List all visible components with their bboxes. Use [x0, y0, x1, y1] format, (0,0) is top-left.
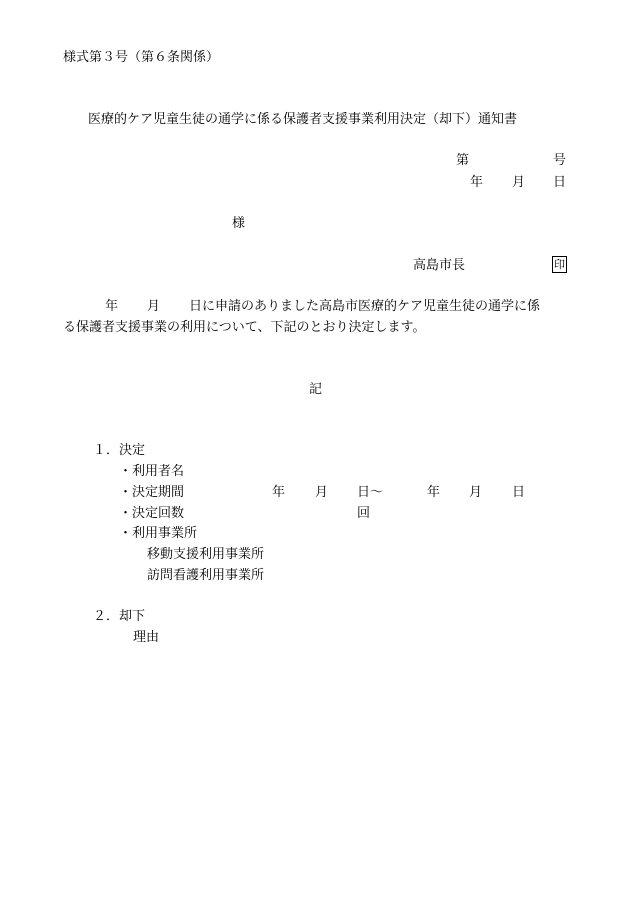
form-label: 様式第３号（第６条関係）: [63, 50, 220, 65]
date-year: 年: [470, 175, 484, 190]
nursing-office: 訪問看護利用事業所: [147, 568, 265, 583]
body-line-2: る保護者支援事業の利用について、下記のとおり決定します。: [63, 320, 426, 335]
period-end-month: 月: [469, 485, 483, 500]
doc-number-prefix: 第: [456, 153, 470, 168]
ki-heading: 記: [309, 382, 323, 397]
doc-number-suffix: 号: [553, 153, 567, 168]
issuer-name: 高島市長: [413, 258, 466, 273]
section2-heading: ２．却下: [93, 609, 146, 624]
reason-label: 理由: [133, 630, 160, 645]
period-start-month: 月: [315, 485, 329, 500]
body-month: 月: [147, 299, 161, 314]
mobility-office: 移動支援利用事業所: [147, 547, 265, 562]
section1-heading: １．決定: [93, 443, 146, 458]
document-title: 医療的ケア児童生徒の通学に係る保護者支援事業利用決定（却下）通知書: [88, 112, 518, 127]
period-label: ・決定期間: [119, 485, 185, 500]
date-month: 月: [512, 175, 526, 190]
office-label: ・利用事業所: [119, 526, 198, 541]
user-name-label: ・利用者名: [119, 464, 185, 479]
period-end-day: 日: [512, 485, 526, 500]
count-label: ・決定回数: [119, 506, 185, 521]
period-end-year: 年: [427, 485, 441, 500]
body-year: 年: [105, 299, 119, 314]
period-start-year: 年: [272, 485, 286, 500]
count-unit: 回: [357, 506, 371, 521]
seal-mark: 印: [554, 258, 565, 271]
date-day: 日: [553, 175, 567, 190]
period-start-day: 日～: [357, 485, 384, 500]
addressee-suffix: 様: [232, 216, 246, 231]
body-line-1: 日に申請のありました高島市医療的ケア児童生徒の通学に係: [189, 299, 541, 314]
